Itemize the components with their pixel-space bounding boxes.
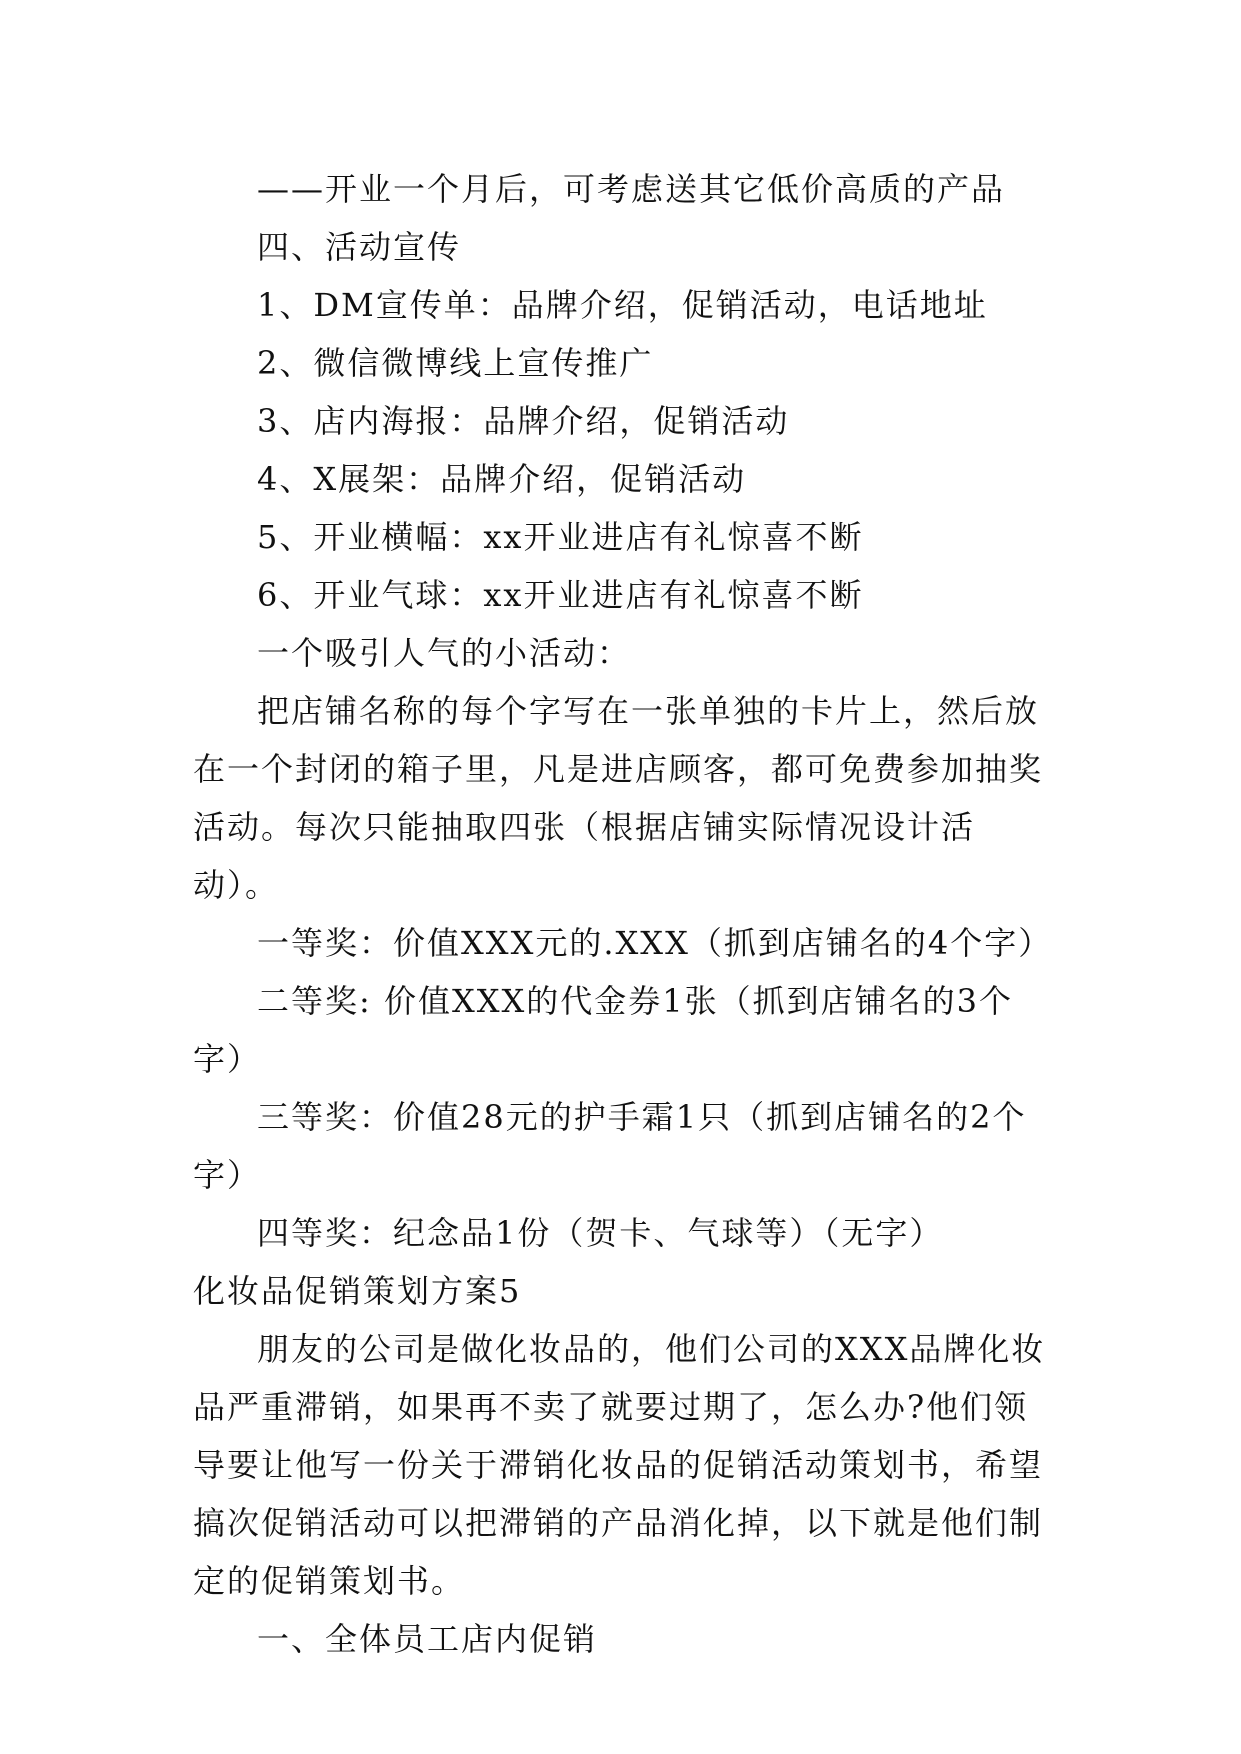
list-item-store-poster: 3、店内海报：品牌介绍，促销活动 bbox=[257, 402, 790, 440]
prize-fourth: 四等奖：纪念品1份（贺卡、气球等）（无字） bbox=[257, 1214, 944, 1252]
paragraph-intro: 朋友的公司是做化妆品的，他们公司的XXX品牌化妆品严重滞销，如果再不卖了就要过期了，怎么办?他们领导要让他写一份关于滞销化妆品的促销活动策划书，希望搞次促销活动可以把滞销的产品消化掉，以下就是他们制定的促销策划书。 bbox=[193, 1330, 1046, 1600]
prize-first: 一等奖：价值XXX元的.XXX（抓到店铺名的4个字） bbox=[257, 924, 1053, 962]
section-title: 化妆品促销策划方案5 bbox=[193, 1272, 522, 1310]
prize-second: 二等奖: 价值XXX的代金券1张（抓到店铺名的3个字） bbox=[193, 982, 1014, 1078]
paragraph-lottery-description: 把店铺名称的每个字写在一张单独的卡片上，然后放在一个封闭的箱子里，凡是进店顾客，都可免费参加抽奖活动。每次只能抽取四张（根据店铺实际情况设计活动）。 bbox=[193, 692, 1044, 904]
list-item-balloon: 6、开业气球：xx开业进店有礼惊喜不断 bbox=[257, 576, 864, 614]
paragraph-gift-note: ——开业一个月后，可考虑送其它低价高质的产品 bbox=[257, 170, 1006, 208]
list-item-dm-flyer: 1、DM宣传单：品牌介绍，促销活动，电话地址 bbox=[257, 286, 988, 324]
list-item-x-stand: 4、X展架：品牌介绍，促销活动 bbox=[257, 460, 747, 498]
list-item-wechat-weibo: 2、微信微博线上宣传推广 bbox=[257, 344, 654, 382]
prize-third: 三等奖：价值28元的护手霜1只（抓到店铺名的2个字） bbox=[193, 1098, 1027, 1194]
heading-promotion: 四、活动宣传 bbox=[257, 228, 462, 266]
heading-staff-promotion: 一、全体员工店内促销 bbox=[257, 1620, 598, 1658]
document-body bbox=[193, 160, 1053, 1668]
paragraph-small-activity: 一个吸引人气的小活动： bbox=[257, 634, 632, 672]
list-item-banner: 5、开业横幅：xx开业进店有礼惊喜不断 bbox=[257, 518, 864, 556]
